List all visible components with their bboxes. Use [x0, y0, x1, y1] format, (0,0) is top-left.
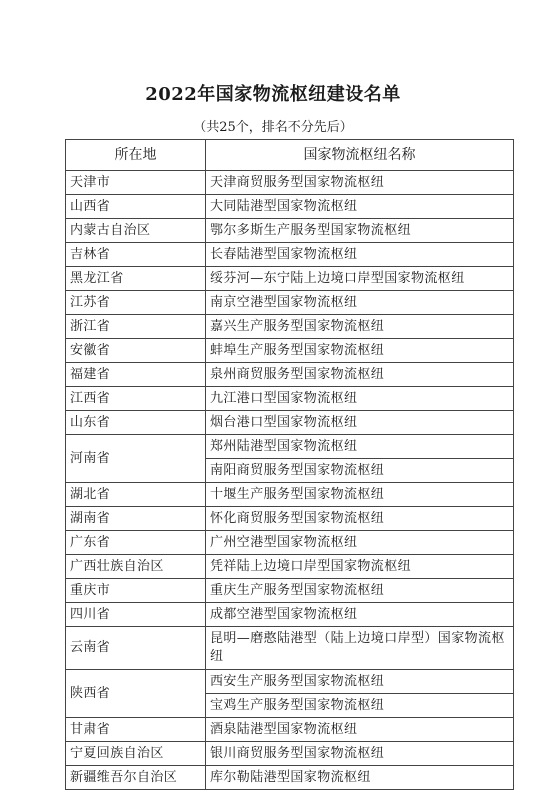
province-cell: 湖南省	[66, 507, 206, 531]
hub-list-table	[65, 139, 514, 790]
province-cell: 宁夏回族自治区	[66, 742, 206, 766]
hub-name-cell: 酒泉陆港型国家物流枢纽	[206, 718, 514, 742]
table-row	[66, 291, 514, 315]
province-cell: 新疆维吾尔自治区	[66, 766, 206, 790]
table-row	[66, 483, 514, 507]
province-cell: 重庆市	[66, 579, 206, 603]
table-row	[66, 507, 514, 531]
province-cell: 山西省	[66, 195, 206, 219]
table-row	[66, 555, 514, 579]
hub-name-cell: 绥芬河—东宁陆上边境口岸型国家物流枢纽	[206, 267, 514, 291]
table-row	[66, 718, 514, 742]
table-row	[66, 411, 514, 435]
table-row	[66, 267, 514, 291]
table-row	[66, 243, 514, 267]
table-row	[66, 219, 514, 243]
hub-name-cell: 十堰生产服务型国家物流枢纽	[206, 483, 514, 507]
hub-name-cell: 南阳商贸服务型国家物流枢纽	[206, 459, 514, 483]
table-row	[66, 579, 514, 603]
province-cell: 河南省	[66, 435, 206, 483]
province-cell: 吉林省	[66, 243, 206, 267]
province-cell: 浙江省	[66, 315, 206, 339]
hub-name-cell: 鄂尔多斯生产服务型国家物流枢纽	[206, 219, 514, 243]
province-cell: 内蒙古自治区	[66, 219, 206, 243]
hub-name-cell: 九江港口型国家物流枢纽	[206, 387, 514, 411]
hub-name-cell: 凭祥陆上边境口岸型国家物流枢纽	[206, 555, 514, 579]
province-cell: 天津市	[66, 171, 206, 195]
hub-name-cell: 天津商贸服务型国家物流枢纽	[206, 171, 514, 195]
header-location: 所在地	[66, 140, 206, 171]
hub-name-cell: 郑州陆港型国家物流枢纽	[206, 435, 514, 459]
table-row	[66, 171, 514, 195]
hub-name-cell: 大同陆港型国家物流枢纽	[206, 195, 514, 219]
hub-name-cell: 成都空港型国家物流枢纽	[206, 603, 514, 627]
table-row	[66, 387, 514, 411]
hub-name-cell: 泉州商贸服务型国家物流枢纽	[206, 363, 514, 387]
province-cell: 四川省	[66, 603, 206, 627]
table-row	[66, 742, 514, 766]
table-row	[66, 766, 514, 790]
province-cell: 山东省	[66, 411, 206, 435]
table-row	[66, 670, 514, 694]
province-cell: 云南省	[66, 627, 206, 670]
table-row	[66, 315, 514, 339]
province-cell: 陕西省	[66, 670, 206, 718]
province-cell: 江苏省	[66, 291, 206, 315]
table-row	[66, 363, 514, 387]
province-cell: 江西省	[66, 387, 206, 411]
hub-name-cell: 昆明—磨憨陆港型（陆上边境口岸型）国家物流枢纽	[206, 627, 514, 670]
table-row	[66, 627, 514, 670]
hub-name-cell: 广州空港型国家物流枢纽	[206, 531, 514, 555]
document-subtitle: （共25个，排名不分先后）	[193, 120, 353, 135]
table-row	[66, 339, 514, 363]
province-cell: 广东省	[66, 531, 206, 555]
hub-name-cell: 嘉兴生产服务型国家物流枢纽	[206, 315, 514, 339]
province-cell: 安徽省	[66, 339, 206, 363]
province-cell: 湖北省	[66, 483, 206, 507]
table-row	[66, 195, 514, 219]
table-row	[66, 531, 514, 555]
hub-name-cell: 南京空港型国家物流枢纽	[206, 291, 514, 315]
hub-name-cell: 银川商贸服务型国家物流枢纽	[206, 742, 514, 766]
document-title: 2022年国家物流枢纽建设名单	[145, 84, 401, 105]
table-body	[66, 171, 514, 790]
hub-name-cell: 长春陆港型国家物流枢纽	[206, 243, 514, 267]
hub-name-cell: 重庆生产服务型国家物流枢纽	[206, 579, 514, 603]
province-cell: 广西壮族自治区	[66, 555, 206, 579]
table-header-row	[66, 140, 514, 171]
hub-name-cell: 烟台港口型国家物流枢纽	[206, 411, 514, 435]
hub-name-cell: 宝鸡生产服务型国家物流枢纽	[206, 694, 514, 718]
province-cell: 福建省	[66, 363, 206, 387]
hub-name-cell: 蚌埠生产服务型国家物流枢纽	[206, 339, 514, 363]
header-hub-name: 国家物流枢纽名称	[206, 140, 514, 171]
hub-name-cell: 怀化商贸服务型国家物流枢纽	[206, 507, 514, 531]
hub-name-cell: 库尔勒陆港型国家物流枢纽	[206, 766, 514, 790]
table-row	[66, 603, 514, 627]
hub-name-cell: 西安生产服务型国家物流枢纽	[206, 670, 514, 694]
province-cell: 甘肃省	[66, 718, 206, 742]
province-cell: 黑龙江省	[66, 267, 206, 291]
table-row	[66, 435, 514, 459]
